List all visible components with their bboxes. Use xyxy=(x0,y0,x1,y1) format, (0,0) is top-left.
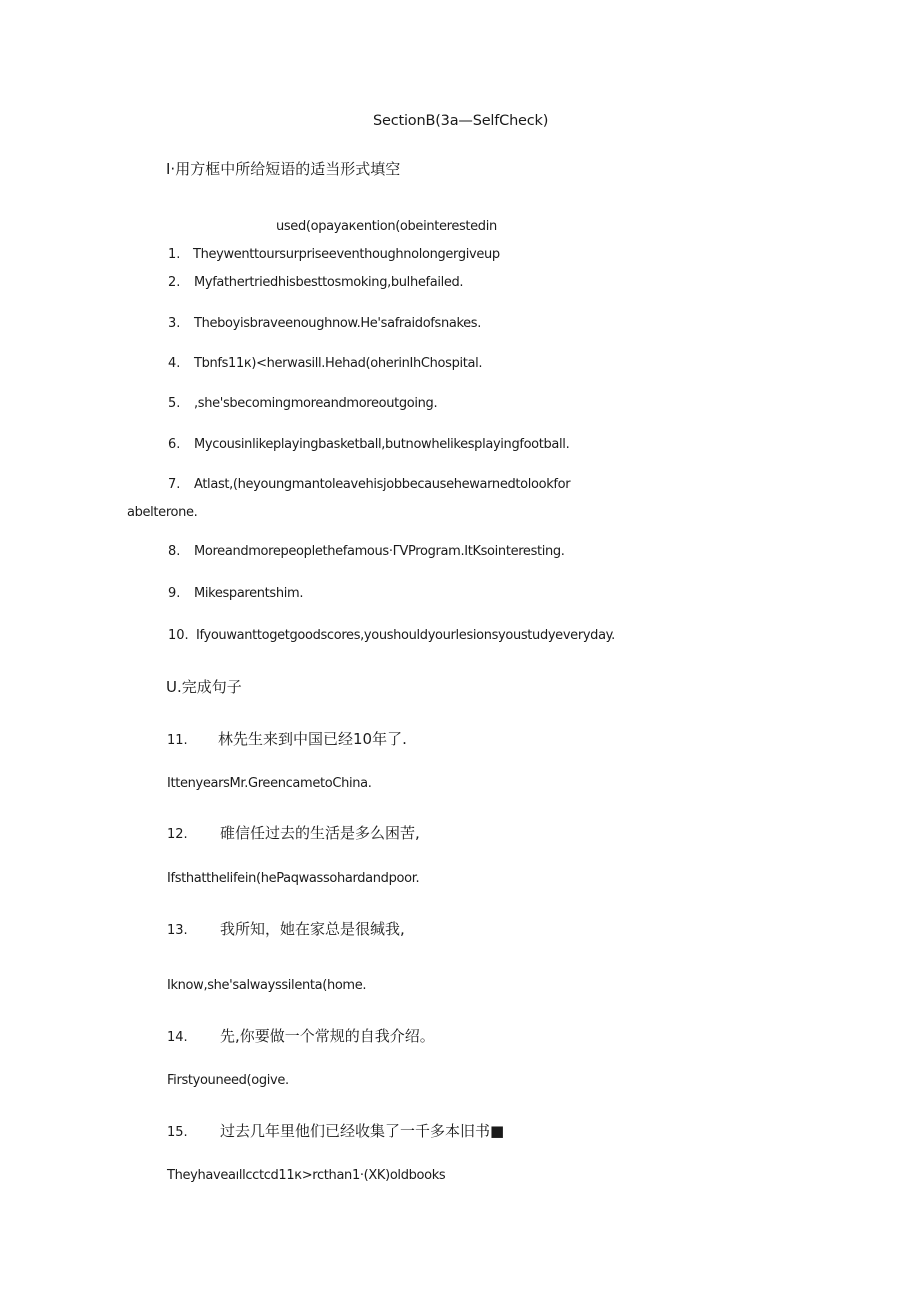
item-chinese: 先,你要做一个常规的自我介绍。 xyxy=(220,1027,435,1045)
item-number: 13. xyxy=(167,923,188,938)
item-english: Firstyouneed(ogive. xyxy=(167,1073,289,1088)
item-number: 6. xyxy=(168,437,181,452)
item-text: Mikesparentshim. xyxy=(194,586,304,601)
item-text: Atlast,(heyoungmantoleavehisjobbecausehewarnedtolookfor xyxy=(194,477,571,492)
item-text-continuation: abelterone. xyxy=(127,505,198,520)
word-box-line-2: Theywenttoursurpriseeventhoughnolongergiveup xyxy=(193,247,500,262)
item-chinese: 碓信任过去的生活是多么困苦, xyxy=(220,824,420,842)
item-number: 9. xyxy=(168,586,181,601)
item-number: 11. xyxy=(167,733,188,748)
item-number: 4. xyxy=(168,356,181,371)
item-number: 1. xyxy=(168,247,181,262)
item-english: Iknow,she'salwayssilenta(home. xyxy=(167,978,367,993)
item-number: 2. xyxy=(168,275,181,290)
item-number: 8. xyxy=(168,544,181,559)
item-text: Tbnfs11к)<herwasill.Hehad(oherinIhChospital. xyxy=(194,356,483,371)
item-number: 3. xyxy=(168,316,181,331)
item-number: 10. xyxy=(168,628,189,643)
item-english: Ifsthatthelifein(hePaqwassohardandpoor. xyxy=(167,871,420,886)
item-text: Myfathertriedhisbesttosmoking,bulhefailed. xyxy=(194,275,464,290)
section-1-heading: I·用方框中所给短语的适当形式填空 xyxy=(166,160,401,178)
item-chinese: 我所知，她在家总是很缄我, xyxy=(220,920,405,938)
item-english: IttenyearsMr.GreencametoChina. xyxy=(167,776,372,791)
item-number: 7. xyxy=(168,477,181,492)
item-number: 12. xyxy=(167,827,188,842)
item-text: ,she'sbecomingmoreandmoreoutgoing. xyxy=(194,396,438,411)
item-chinese: 林先生来到中国已经10年了. xyxy=(218,730,407,748)
item-text: Ifyouwanttogetgoodscores,youshouldyourlesionsyoustudyeveryday. xyxy=(196,628,615,643)
item-chinese: 过去几年里他们已经收集了一千多本旧书■ xyxy=(220,1122,505,1140)
item-number: 5. xyxy=(168,396,181,411)
item-text: Moreandmorepeoplethefamous·ΓVProgram.ItKsointeresting. xyxy=(194,544,565,559)
section-2-heading: U.完成句子 xyxy=(166,678,242,696)
item-number: 14. xyxy=(167,1030,188,1045)
item-english: Theyhaveaıllcctcd11к>rcthan1·(XK)oldbooks xyxy=(167,1168,446,1183)
item-number: 15. xyxy=(167,1125,188,1140)
page-title: SectionB(3a—SelfCheck) xyxy=(373,113,549,129)
item-text: Theboyisbraveenoughnow.He'safraidofsnakes. xyxy=(194,316,482,331)
item-text: Mycousinlikeplayingbasketball,butnowhelikesplayingfootball. xyxy=(194,437,570,452)
word-box-line-1: used(opayaкention(obeinterestedin xyxy=(276,219,497,234)
